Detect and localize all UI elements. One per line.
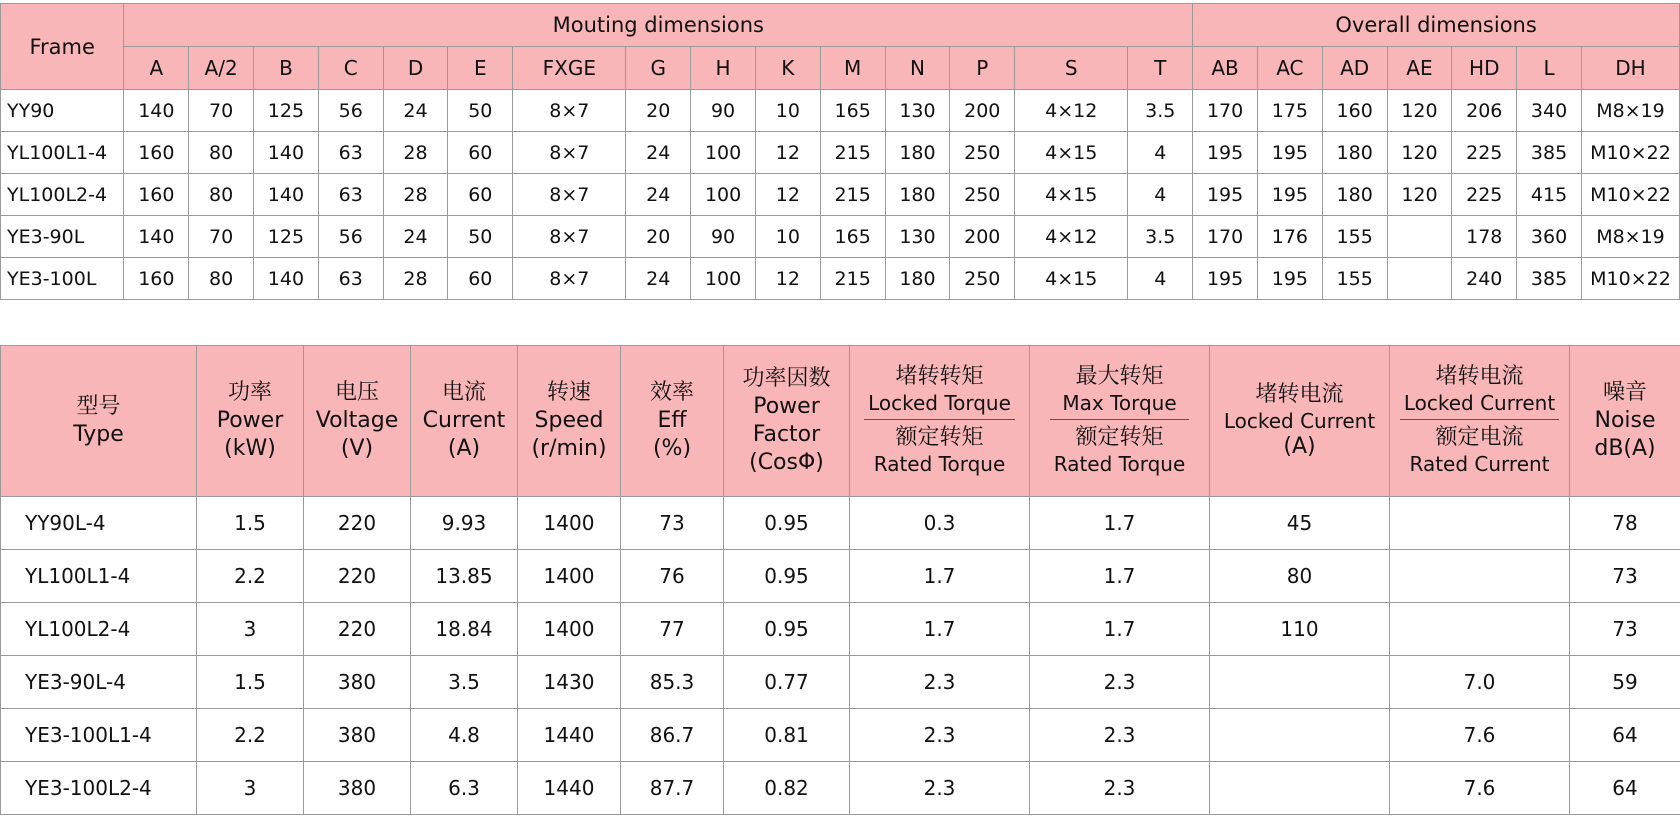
table-cell: 60 xyxy=(448,258,513,300)
mounting-dimensions-header: Mouting dimensions xyxy=(124,4,1193,47)
table-cell: 1.7 xyxy=(1030,603,1210,656)
table-cell: 1.5 xyxy=(197,656,304,709)
table-cell: 3.5 xyxy=(411,656,518,709)
table-row xyxy=(1,258,1680,300)
noise-header: 噪音 Noise dB(A) xyxy=(1570,346,1680,497)
current-header: 电流 Current (A) xyxy=(411,346,518,497)
table-cell: 80 xyxy=(189,174,254,216)
table-cell: 100 xyxy=(691,258,756,300)
model-cell: YL100L1-4 xyxy=(1,550,197,603)
column-header: P xyxy=(950,47,1015,90)
table-cell: 178 xyxy=(1452,216,1517,258)
column-header: AE xyxy=(1387,47,1452,90)
table-cell: 206 xyxy=(1452,90,1517,132)
column-header: H xyxy=(691,47,756,90)
table-cell: 8×7 xyxy=(513,174,626,216)
table-cell: 200 xyxy=(950,216,1015,258)
table-cell: 180 xyxy=(1322,174,1387,216)
table-cell: 4×15 xyxy=(1015,174,1128,216)
table-cell: 10 xyxy=(755,216,820,258)
table-cell: 1400 xyxy=(518,497,621,550)
table-cell: 4×15 xyxy=(1015,258,1128,300)
table-cell: 380 xyxy=(304,656,411,709)
table-cell: 28 xyxy=(383,258,448,300)
table-cell: 385 xyxy=(1517,132,1582,174)
table-cell: 340 xyxy=(1517,90,1582,132)
table-cell: 415 xyxy=(1517,174,1582,216)
table-cell: 215 xyxy=(820,132,885,174)
table-cell: 180 xyxy=(1322,132,1387,174)
table-cell: 77 xyxy=(621,603,724,656)
column-header: G xyxy=(626,47,691,90)
table-cell: 8×7 xyxy=(513,90,626,132)
table-cell xyxy=(1387,258,1452,300)
model-cell: YE3-100L2-4 xyxy=(1,762,197,815)
table-cell: 3.5 xyxy=(1128,216,1193,258)
efficiency-header: 效率 Eff (%) xyxy=(621,346,724,497)
table-cell: 90 xyxy=(691,90,756,132)
table-row xyxy=(1,132,1680,174)
table-cell: 8×7 xyxy=(513,216,626,258)
table-row xyxy=(1,603,1680,656)
table-cell: 140 xyxy=(124,216,189,258)
table-cell: 0.95 xyxy=(724,550,850,603)
model-cell: YE3-100L1-4 xyxy=(1,709,197,762)
table-cell: 380 xyxy=(304,762,411,815)
table-cell: 160 xyxy=(1322,90,1387,132)
table-cell: 56 xyxy=(318,216,383,258)
table-cell xyxy=(1390,550,1570,603)
table-cell: M10×22 xyxy=(1581,174,1679,216)
table-cell: 20 xyxy=(626,216,691,258)
table-cell: 170 xyxy=(1193,216,1258,258)
table-cell: 24 xyxy=(383,90,448,132)
table-cell: 50 xyxy=(448,90,513,132)
table-cell: 7.6 xyxy=(1390,762,1570,815)
table-cell: 78 xyxy=(1570,497,1680,550)
table-cell: 2.3 xyxy=(850,762,1030,815)
table-cell: M8×19 xyxy=(1581,216,1679,258)
table-cell: 385 xyxy=(1517,258,1582,300)
table-cell xyxy=(1390,497,1570,550)
table-cell: 45 xyxy=(1210,497,1390,550)
table-cell: 100 xyxy=(691,132,756,174)
frame-header: Frame xyxy=(1,4,124,90)
power-header: 功率 Power (kW) xyxy=(197,346,304,497)
table-row xyxy=(1,656,1680,709)
table-cell: 73 xyxy=(1570,550,1680,603)
table-cell: 195 xyxy=(1257,132,1322,174)
table-cell: 87.7 xyxy=(621,762,724,815)
table-cell: 180 xyxy=(885,132,950,174)
table-cell: M8×19 xyxy=(1581,90,1679,132)
table-cell: 86.7 xyxy=(621,709,724,762)
table-cell: 140 xyxy=(124,90,189,132)
table-cell: 215 xyxy=(820,174,885,216)
table-cell: 130 xyxy=(885,90,950,132)
frame-cell: YY90 xyxy=(1,90,124,132)
overall-dimensions-header: Overall dimensions xyxy=(1193,4,1680,47)
table-cell: 140 xyxy=(254,174,319,216)
table-cell: 0.95 xyxy=(724,497,850,550)
table-cell: 63 xyxy=(318,258,383,300)
table-cell: 80 xyxy=(189,132,254,174)
table-cell: 60 xyxy=(448,132,513,174)
table-cell: 220 xyxy=(304,550,411,603)
table-cell: 59 xyxy=(1570,656,1680,709)
table-cell: 120 xyxy=(1387,132,1452,174)
table-cell: 240 xyxy=(1452,258,1517,300)
table-cell: 73 xyxy=(621,497,724,550)
table-cell: 12 xyxy=(755,132,820,174)
table-cell: 6.3 xyxy=(411,762,518,815)
column-header: S xyxy=(1015,47,1128,90)
voltage-header: 电压 Voltage (V) xyxy=(304,346,411,497)
table-cell: 70 xyxy=(189,216,254,258)
table-cell: 10 xyxy=(755,90,820,132)
locked-current-header: 堵转电流 Locked Current (A) xyxy=(1210,346,1390,497)
table-cell: 64 xyxy=(1570,762,1680,815)
table-cell: 4×12 xyxy=(1015,90,1128,132)
table-cell: 120 xyxy=(1387,90,1452,132)
table-cell xyxy=(1390,603,1570,656)
table-cell: 4 xyxy=(1128,258,1193,300)
table-cell: 3.5 xyxy=(1128,90,1193,132)
table-row xyxy=(1,497,1680,550)
frame-cell: YL100L2-4 xyxy=(1,174,124,216)
table-cell: 24 xyxy=(383,216,448,258)
column-header: N xyxy=(885,47,950,90)
table-cell: 63 xyxy=(318,132,383,174)
table-cell: 110 xyxy=(1210,603,1390,656)
column-header: A xyxy=(124,47,189,90)
table-cell: 85.3 xyxy=(621,656,724,709)
table-cell: 160 xyxy=(124,258,189,300)
table-cell: 2.2 xyxy=(197,550,304,603)
locked-current-ratio-header: 堵转电流 Locked Current 额定电流 Rated Current xyxy=(1390,346,1570,497)
table-cell: 56 xyxy=(318,90,383,132)
type-header: 型号 Type xyxy=(1,346,197,497)
column-header: K xyxy=(755,47,820,90)
table-row xyxy=(1,550,1680,603)
table-cell: 70 xyxy=(189,90,254,132)
performance-table xyxy=(0,345,1680,815)
table-cell: 28 xyxy=(383,132,448,174)
mounting-dimensions-table xyxy=(0,3,1680,300)
table-cell: 7.6 xyxy=(1390,709,1570,762)
table-cell: 0.81 xyxy=(724,709,850,762)
table-cell: 1400 xyxy=(518,603,621,656)
table-cell xyxy=(1210,762,1390,815)
table-cell: 180 xyxy=(885,174,950,216)
table-cell: 20 xyxy=(626,90,691,132)
table-cell: 18.84 xyxy=(411,603,518,656)
frame-cell: YL100L1-4 xyxy=(1,132,124,174)
table-cell: 4 xyxy=(1128,132,1193,174)
table-cell: 24 xyxy=(626,132,691,174)
column-header: DH xyxy=(1581,47,1679,90)
table-cell: 13.85 xyxy=(411,550,518,603)
table-cell: 120 xyxy=(1387,174,1452,216)
table-cell: 4 xyxy=(1128,174,1193,216)
table-cell: 165 xyxy=(820,216,885,258)
table-cell: 100 xyxy=(691,174,756,216)
table-cell: 165 xyxy=(820,90,885,132)
table-cell: 12 xyxy=(755,174,820,216)
table-cell: 3 xyxy=(197,603,304,656)
table-cell: 24 xyxy=(626,174,691,216)
frame-cell: YE3-100L xyxy=(1,258,124,300)
table-cell: 50 xyxy=(448,216,513,258)
table-row xyxy=(1,90,1680,132)
table-row xyxy=(1,762,1680,815)
power-factor-header: 功率因数 Power Factor (CosΦ) xyxy=(724,346,850,497)
table-cell: 125 xyxy=(254,216,319,258)
table-cell: 170 xyxy=(1193,90,1258,132)
column-header: E xyxy=(448,47,513,90)
table-cell: 64 xyxy=(1570,709,1680,762)
table-cell: 1440 xyxy=(518,709,621,762)
table-cell: 4.8 xyxy=(411,709,518,762)
table-cell: 220 xyxy=(304,497,411,550)
column-header: A/2 xyxy=(189,47,254,90)
table-cell: 1440 xyxy=(518,762,621,815)
column-header: M xyxy=(820,47,885,90)
column-header: AC xyxy=(1257,47,1322,90)
table-cell: 195 xyxy=(1257,258,1322,300)
table-cell: 2.3 xyxy=(1030,762,1210,815)
table-cell: 160 xyxy=(124,132,189,174)
table-cell: M10×22 xyxy=(1581,132,1679,174)
table-cell: 0.82 xyxy=(724,762,850,815)
table-cell: 2.3 xyxy=(1030,709,1210,762)
column-header: FXGE xyxy=(513,47,626,90)
table-cell: 155 xyxy=(1322,216,1387,258)
table-cell: 8×7 xyxy=(513,258,626,300)
table-cell: 250 xyxy=(950,132,1015,174)
table-cell: 215 xyxy=(820,258,885,300)
column-header: HD xyxy=(1452,47,1517,90)
table-cell: 220 xyxy=(304,603,411,656)
table-cell: 80 xyxy=(1210,550,1390,603)
table-cell: 1.7 xyxy=(1030,497,1210,550)
frame-cell: YE3-90L xyxy=(1,216,124,258)
table-cell xyxy=(1210,709,1390,762)
table-cell: 73 xyxy=(1570,603,1680,656)
table-cell: 250 xyxy=(950,174,1015,216)
table-cell: 90 xyxy=(691,216,756,258)
table-cell: 28 xyxy=(383,174,448,216)
table-cell: 250 xyxy=(950,258,1015,300)
table-cell: 195 xyxy=(1193,258,1258,300)
table-cell: 160 xyxy=(124,174,189,216)
table-cell: 176 xyxy=(1257,216,1322,258)
table-cell: M10×22 xyxy=(1581,258,1679,300)
max-torque-ratio-header: 最大转矩 Max Torque 额定转矩 Rated Torque xyxy=(1030,346,1210,497)
column-header: B xyxy=(254,47,319,90)
table-cell: 76 xyxy=(621,550,724,603)
table-cell: 4×15 xyxy=(1015,132,1128,174)
table-cell: 60 xyxy=(448,174,513,216)
table-cell: 80 xyxy=(189,258,254,300)
table-cell: 195 xyxy=(1193,132,1258,174)
table-cell: 1430 xyxy=(518,656,621,709)
table-cell: 9.93 xyxy=(411,497,518,550)
table-cell: 7.0 xyxy=(1390,656,1570,709)
table-cell: 175 xyxy=(1257,90,1322,132)
table-cell: 140 xyxy=(254,132,319,174)
table-cell: 180 xyxy=(885,258,950,300)
table-cell: 225 xyxy=(1452,132,1517,174)
model-cell: YY90L-4 xyxy=(1,497,197,550)
table-cell: 140 xyxy=(254,258,319,300)
table-cell: 380 xyxy=(304,709,411,762)
table-cell: 1.7 xyxy=(850,550,1030,603)
table-cell: 360 xyxy=(1517,216,1582,258)
table-cell: 3 xyxy=(197,762,304,815)
table-cell: 195 xyxy=(1193,174,1258,216)
table-cell: 155 xyxy=(1322,258,1387,300)
table-cell: 4×12 xyxy=(1015,216,1128,258)
column-header: L xyxy=(1517,47,1582,90)
speed-header: 转速 Speed (r/min) xyxy=(518,346,621,497)
table-cell: 63 xyxy=(318,174,383,216)
model-cell: YE3-90L-4 xyxy=(1,656,197,709)
table-cell: 1.5 xyxy=(197,497,304,550)
table-cell: 130 xyxy=(885,216,950,258)
table-cell: 200 xyxy=(950,90,1015,132)
table-cell: 2.3 xyxy=(850,656,1030,709)
table-cell: 8×7 xyxy=(513,132,626,174)
table-cell: 1.7 xyxy=(850,603,1030,656)
table-cell: 0.77 xyxy=(724,656,850,709)
table-cell: 125 xyxy=(254,90,319,132)
table-cell xyxy=(1387,216,1452,258)
table-cell: 1.7 xyxy=(1030,550,1210,603)
table-cell: 0.95 xyxy=(724,603,850,656)
column-header: T xyxy=(1128,47,1193,90)
table-cell: 195 xyxy=(1257,174,1322,216)
table-cell: 24 xyxy=(626,258,691,300)
table-cell xyxy=(1210,656,1390,709)
column-header: C xyxy=(318,47,383,90)
table-cell: 2.3 xyxy=(1030,656,1210,709)
model-cell: YL100L2-4 xyxy=(1,603,197,656)
table-row xyxy=(1,216,1680,258)
column-header: AB xyxy=(1193,47,1258,90)
table-row xyxy=(1,709,1680,762)
column-header: AD xyxy=(1322,47,1387,90)
locked-torque-ratio-header: 堵转转矩 Locked Torque 额定转矩 Rated Torque xyxy=(850,346,1030,497)
table-cell: 12 xyxy=(755,258,820,300)
column-header: D xyxy=(383,47,448,90)
table-cell: 0.3 xyxy=(850,497,1030,550)
table-row xyxy=(1,174,1680,216)
table-cell: 2.2 xyxy=(197,709,304,762)
table-cell: 2.3 xyxy=(850,709,1030,762)
table-cell: 1400 xyxy=(518,550,621,603)
table-cell: 225 xyxy=(1452,174,1517,216)
